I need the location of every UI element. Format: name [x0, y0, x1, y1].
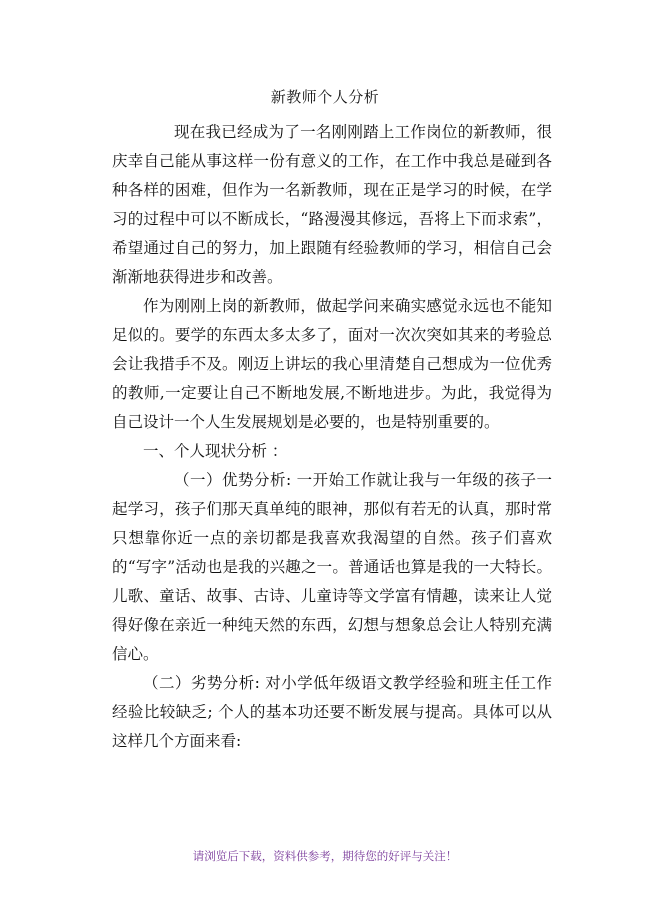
weaknesses-paragraph: （二）劣势分析: 对小学低年级语文教学经验和班主任工作经验比较缺乏; 个人的基本功还要不断发展与提高。具体可以从这样几个方面来看:	[112, 674, 552, 750]
footer-note: 请浏览后下载，资料供参考，期待您的好评与关注！	[192, 849, 458, 863]
strengths-paragraph: （一）优势分析: 一开始工作就让我与一年级的孩子一起学习，孩子们那天真单纯的眼神，那似有若无的认真，那时常只想靠你近一点的亲切都是我喜欢我渴望的自然。孩子们喜欢的“写字”活动也是我的兴趣之一。普通话也算是我的一大特长。儿歌、童话、故事、古诗、儿童诗等文学富有情趣，读来让人觉得好像在亲近一种纯天然的东西，幻想与想象总会让人特别充满信心。	[112, 471, 552, 663]
document-body	[112, 118, 552, 756]
second-paragraph: 作为刚刚上岗的新教师，做起学问来确实感觉永远也不能知足似的。要学的东西太多太多了，面对一次次突如其来的考验总会让我措手不及。刚迈上讲坛的我心里清楚自己想成为一位优秀的教师,一定要让自己不断地发展,不断地进步。为此，我觉得为自己设计一个人生发展规划是必要的，也是特别重要的。	[112, 297, 552, 431]
section-heading: 一、个人现状分析 ：	[143, 442, 288, 460]
document-title: 新教师个人分析	[270, 88, 380, 106]
intro-paragraph: 现在我已经成为了一名刚刚踏上工作岗位的新教师，很庆幸自己能从事这样一份有意义的工作，在工作中我总是碰到各种各样的困难，但作为一名新教师，现在正是学习的时候，在学习的过程中可以不断成长，“路漫漫其修远，吾将上下而求索”，希望通过自己的努力，加上跟随有经验教师的学习，相信自己会渐渐地获得进步和改善。	[112, 123, 552, 286]
